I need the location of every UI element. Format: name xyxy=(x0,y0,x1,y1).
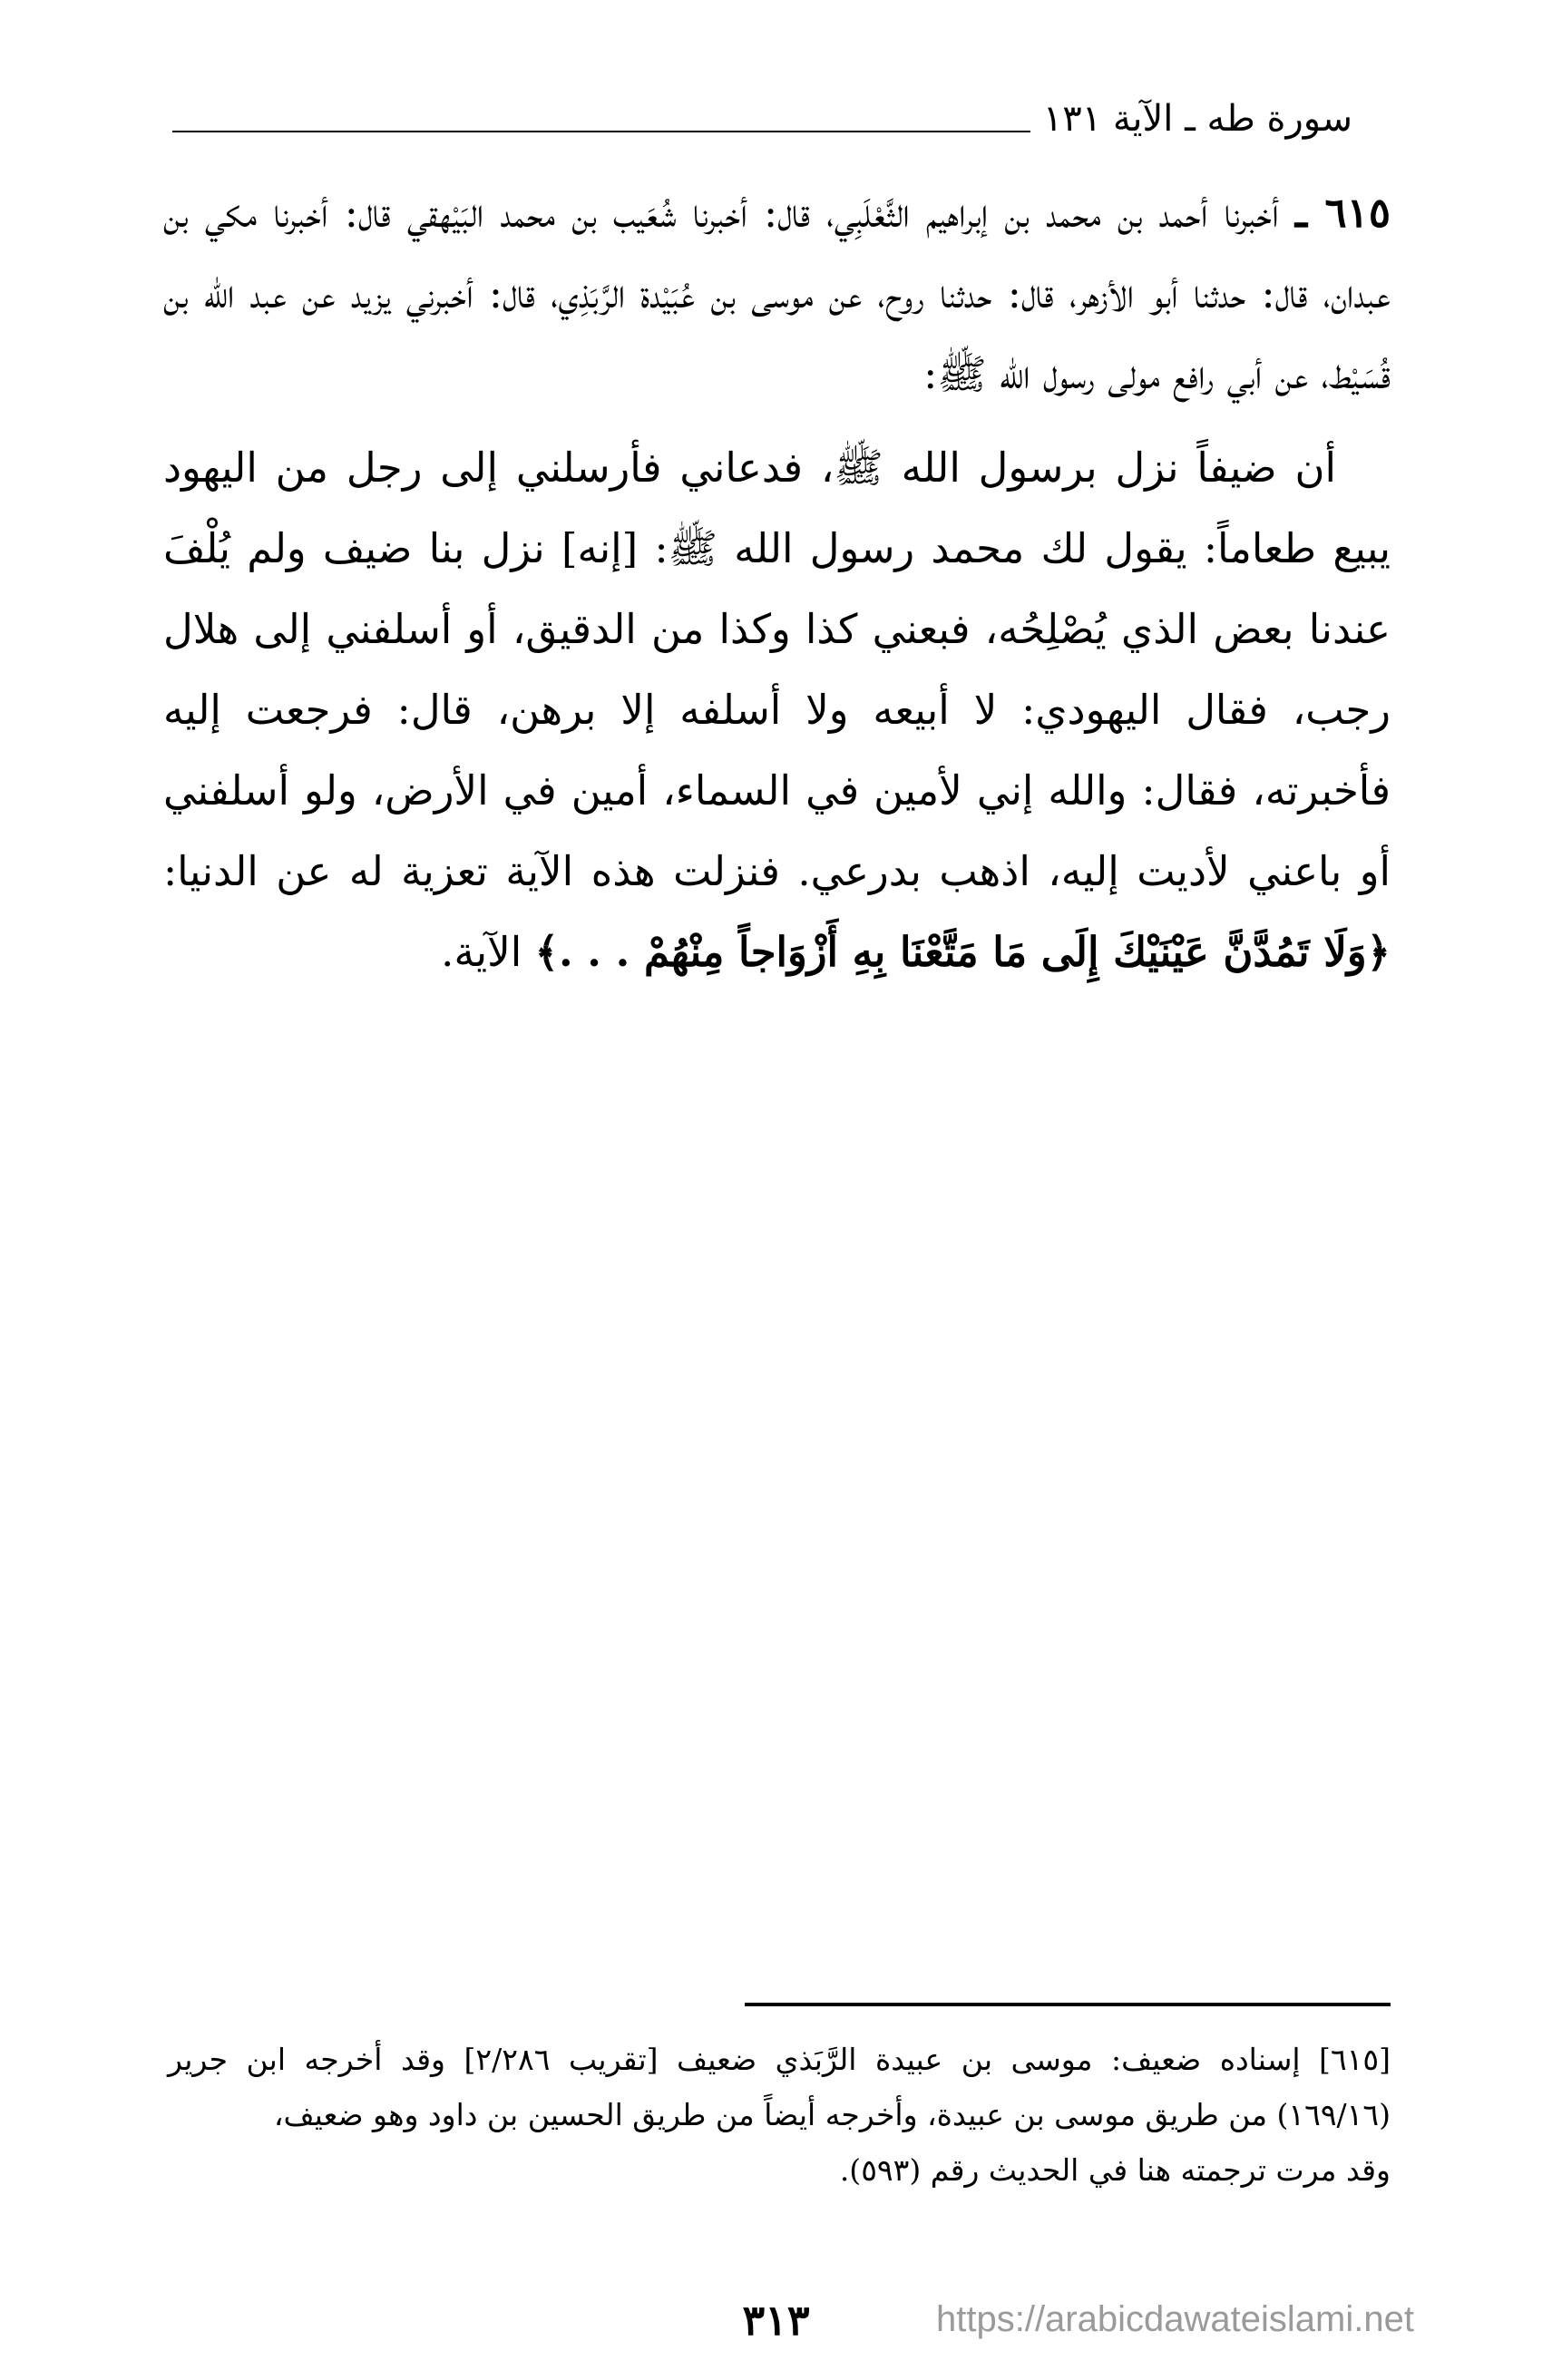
quote-tail: الآية. xyxy=(441,928,522,976)
matn-text: أن ضيفاً نزل برسول الله ﷺ، فدعاني فأرسلني إلى رجل من اليهود يبيع طعاماً: يقول لك محمد رسول الله ﷺ: [إنه] نزل بنا ضيف ولم يُلْفَ عندنا بعض الذي يُصْلِحُه، فبعني كذا وكذا من الدقيق، أو أسلفني إلى هلال رجب، فقال اليهودي: لا أبيعه ولا أسلفه إلا برهن، قال: فرجعت إليه فأخبرته، فقال: والله إني لأمين في السماء، أمين في الأرض، ولو أسلفني أو باعني لأديت إليه، اذهب بدرعي. فنزلت هذه الآية تعزية له عن الدنيا: xyxy=(163,444,1391,895)
isnad-text: أخبرنا أحمد بن محمد بن إبراهيم الثَّعْلَبِي، قال: أخبرنا شُعَيب بن محمد البَيْهقي قال: أخبرنا مكي بن عبدان، قال: حدثنا أبو الأزهر، قال: حدثنا روح، عن موسى بن عُبَيْدة الرَّبَذِي، قال: أخبرني يزيد عن عبد الله بن قُسَيْط، عن أبي رافع مولى رسول الله ﷺ: xyxy=(163,189,1391,398)
hadith-isnad xyxy=(163,172,1391,415)
footnote xyxy=(168,2032,1391,2198)
footnote-line-1: [٦١٥] إسناده ضعيف: موسى بن عبيدة الرَّبَذي ضعيف [تقريب ٢/٢٨٦] وقد أخرجه ابن جرير (١٦٩/١٦) من طريق موسى بن عبيدة، وأخرجه أيضاً من طريق الحسين بن داود وهو ضعيف، xyxy=(168,2042,1391,2132)
hadith-matn xyxy=(163,427,1391,992)
footnote-separator xyxy=(745,2003,1391,2006)
running-header xyxy=(172,78,1352,141)
header-rule xyxy=(172,131,1030,132)
main-text xyxy=(163,172,1391,992)
hadith-number: ٦١٥ ـ xyxy=(1294,189,1391,237)
page-number: ٣١٣ xyxy=(742,2296,810,2345)
quran-quote: ﴿وَلَا تَمُدَّنَّ عَيْنَيْكَ إِلَى مَا مَتَّعْنَا بِهِ أَزْوَاجاً مِنْهُمْ . . .﴾ xyxy=(534,928,1391,976)
header-title: سورة طه ـ الآية ١٣١ xyxy=(1042,98,1352,140)
footnote-line-2: وقد مرت ترجمته هنا في الحديث رقم (٥٩٣). xyxy=(839,2152,1391,2188)
watermark-url: https://arabicdawateislami.net xyxy=(936,2299,1414,2339)
